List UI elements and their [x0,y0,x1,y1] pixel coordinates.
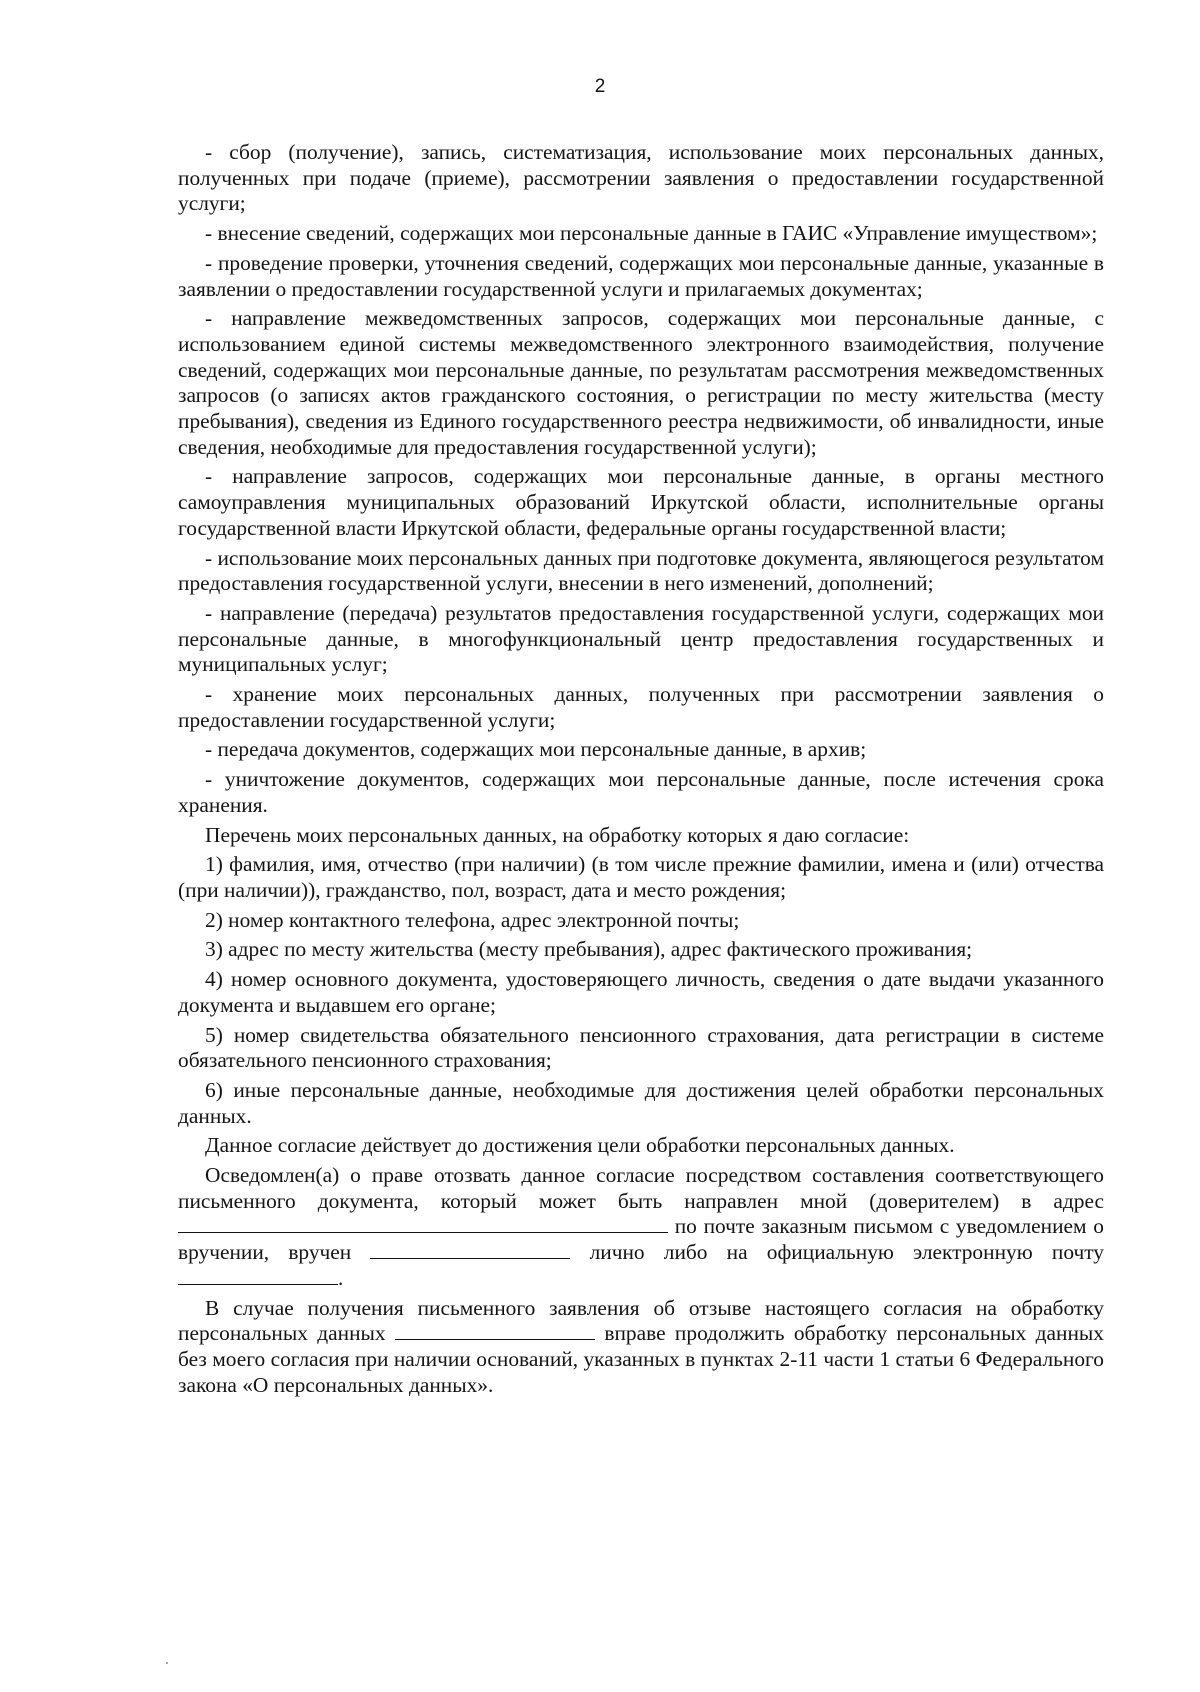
scan-speck [166,1662,168,1664]
address-blank-line[interactable] [178,1214,668,1233]
paragraph-validity: Данное согласие действует до достижения цели обработки персональных данных. [205,1133,955,1158]
list-item-2: 2) номер контактного телефона, адрес электронной почты; [205,907,740,932]
paragraph-archive: - передача документов, содержащих мои персональные данные, в архив; [205,737,867,762]
delivery-blank-line[interactable] [370,1240,570,1259]
paragraph-interagency-requests: - направление межведомственных запросов, содержащих мои персональные данные, с использованием единой системы межведомственного электронного взаимодействия, получение сведений, содержащих мои персональные данные, по результатам рассмотрения межведомственных запросов (о записях актов гражданского состояния, о регистрации по месту жительства (месту пребывания), сведения из Единого государственного реестра недвижимости, об инвалидности, иные сведения, необходимые для предоставления государственной услуги); [178,306,1104,459]
notice-text-2: по почте заказным письмом с уведомлением о вручении, вручен [178,1214,1104,1265]
operator-blank-line[interactable] [395,1321,595,1340]
page-number: 2 [594,76,606,97]
list-item-6: 6) иные персональные данные, необходимые для достижения целей обработки персональных данных. [178,1077,1104,1128]
list-item-1: 1) фамилия, имя, отчество (при наличии) (в том числе прежние фамилии, имена и (или) отчества (при наличии)), гражданство, пол, возраст, дата и место рождения; [178,852,1104,902]
email-blank-line[interactable] [178,1266,338,1285]
paragraph-requests-to-authorities: - направление запросов, содержащих мои персональные данные, в органы местного самоуправления муниципальных образований Иркутской области, исполнительные органы государственной власти Иркутской области, федеральные органы государственной власти; [178,464,1104,540]
paragraph-storage: - хранение моих персональных данных, полученных при рассмотрении заявления о предоставлении государственной услуги; [178,682,1104,732]
list-item-3: 3) адрес по месту жительства (месту пребывания), адрес фактического проживания; [205,937,973,962]
notice-text-4: . [338,1265,344,1290]
list-item-4: 4) номер основного документа, удостоверяющего личность, сведения о дате выдачи указанного документа и выдавшем его органе; [178,967,1104,1017]
paragraph-destruction: - уничтожение документов, содержащих мои персональные данные, после истечения срока хранения. [178,767,1104,817]
revocation-text-2: вправе продолжить обработку персональных данных без моего согласия при наличии оснований, указанных в пунктах 2-11 части 1 статьи 6 Федерального закона «О персональных данных». [178,1321,1104,1397]
paragraph-transfer-to-mfc: - направление (передача) результатов предоставления государственной услуги, содержащих мои персональные данные, в многофункциональный центр предоставления государственных и муниципальных услуг; [178,600,1104,677]
paragraph-continued-processing [178,1296,1104,1399]
notice-text-1: Осведомлен(а) о праве отозвать данное согласие посредством составления соответствующего письменного документа, который может быть направлен мной (доверителем) в адрес [178,1163,1104,1213]
list-item-5: 5) номер свидетельства обязательного пенсионного страхования, дата регистрации в системе обязательного пенсионного страхования; [178,1022,1104,1073]
paragraph-collection: - сбор (получение), запись, систематизация, использование моих персональных данных, полученных при подаче (приеме), рассмотрении заявления о предоставлении государственной услуги; [178,140,1104,216]
notice-text-3: лично либо на официальную электронную почту [589,1240,1104,1265]
paragraph-data-list-intro: Перечень моих персональных данных, на обработку которых я даю согласие: [205,822,910,847]
paragraph-verification: - проведение проверки, уточнения сведений, содержащих мои персональные данные, указанные в заявлении о предоставлении государственной услуги и прилагаемых документах; [178,250,1104,301]
paragraph-revocation-rights [178,1163,1104,1292]
paragraph-gais-entry: - внесение сведений, содержащих мои персональные данные в ГАИС «Управление имуществом»; [205,221,1098,246]
document-body [178,140,1104,1398]
revocation-text-1: В случае получения письменного заявления об отзыве настоящего согласия на обработку персональных данных [178,1295,1104,1346]
paragraph-document-preparation: - использование моих персональных данных при подготовке документа, являющегося результатом предоставления государственной услуги, внесении в него изменений, дополнений; [178,545,1104,596]
